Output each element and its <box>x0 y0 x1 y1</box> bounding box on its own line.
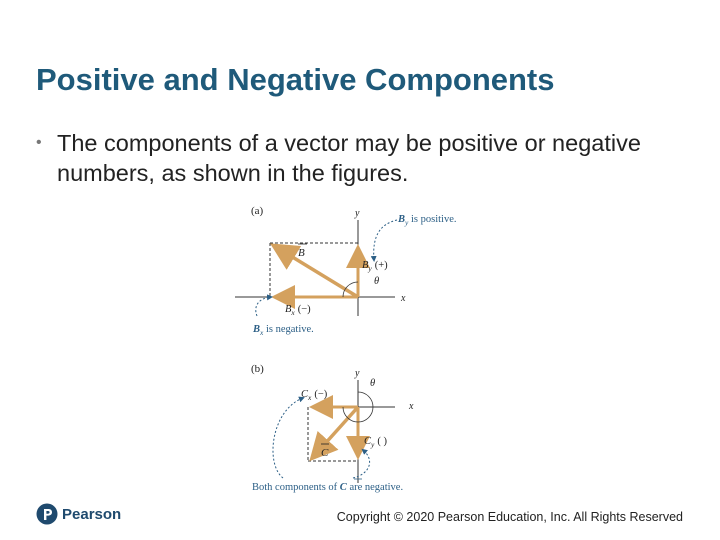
panel-a-bx-note: $B_x$ is negative. <box>253 324 314 337</box>
panel-b-note-arrow-cx <box>273 398 303 478</box>
panel-a-bx-note-arrow <box>256 297 271 316</box>
panel-b-cy-text: $C_y$ ( ) <box>364 436 387 449</box>
panel-a <box>235 205 457 337</box>
pearson-logo-text: Pearson <box>62 505 122 523</box>
pearson-logo-icon <box>36 503 58 525</box>
panel-a-x-label: x <box>401 293 406 304</box>
panel-a-bx-text: $B_x$ (−) <box>285 304 311 317</box>
panel-a-label: (a) <box>251 205 264 217</box>
panel-b-note-arrow-cy <box>353 450 370 478</box>
panel-b-cx-text: $C_x$ (−) <box>301 389 328 402</box>
panel-a-y-label: y <box>355 208 360 219</box>
vector-components-figure <box>235 198 485 498</box>
panel-b-label: (b) <box>251 363 264 375</box>
panel-b-y-label: y <box>355 368 360 379</box>
panel-a-vector-label: B <box>298 247 305 259</box>
copyright-notice: Copyright © 2020 Pearson Education, Inc. All Rights Reserved <box>336 510 683 524</box>
panel-a-by-note-arrow <box>374 220 397 260</box>
bullet-text: The components of a vector may be positive or negative numbers, as shown in the figures. <box>57 130 641 186</box>
bullet-marker: • <box>36 134 42 151</box>
panel-a-by-text: $B_y$ (+) <box>362 260 388 273</box>
panel-a-vector-b <box>276 247 358 297</box>
panel-a-by-note: $B_y$ is positive. <box>398 214 457 227</box>
pearson-logo <box>36 500 121 528</box>
panel-b <box>251 363 414 493</box>
panel-b-x-label: x <box>409 401 414 412</box>
panel-b-note: Both components of C are negative. <box>252 482 404 493</box>
panel-a-theta: θ <box>374 276 380 287</box>
panel-b-vector-label: C <box>321 447 329 459</box>
panel-b-theta: θ <box>370 378 376 389</box>
slide-title: Positive and Negative Components <box>36 62 555 97</box>
